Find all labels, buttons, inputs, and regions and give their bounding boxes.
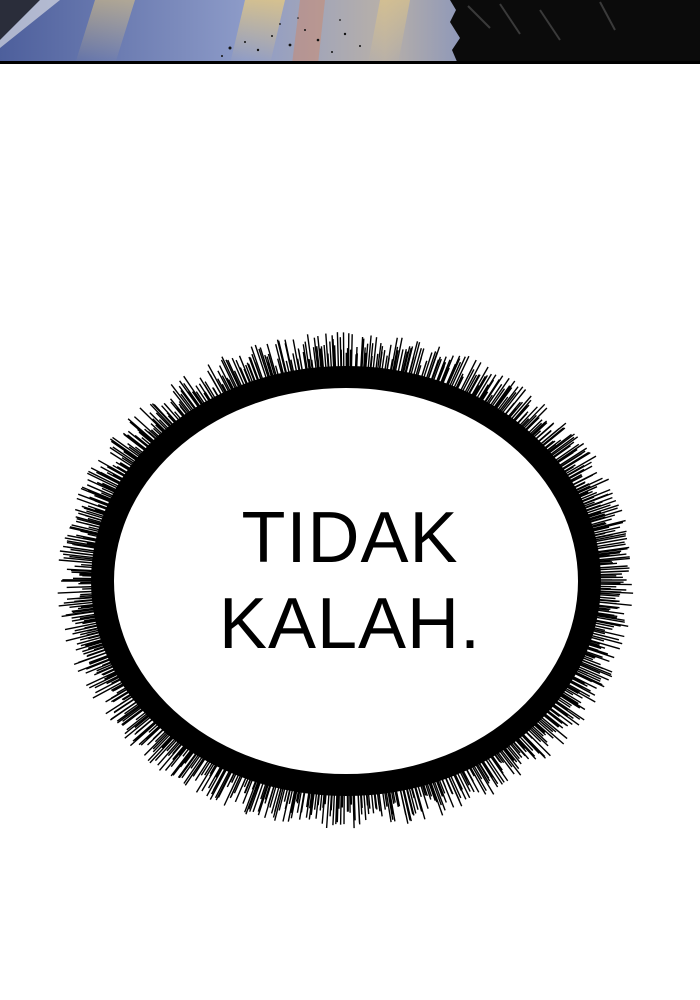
panel-border — [0, 61, 700, 64]
top-panel-art — [0, 0, 700, 64]
bubble-text — [150, 495, 550, 667]
bubble-line-1: TIDAK — [241, 498, 459, 578]
bubble-line-2: KALAH. — [218, 584, 482, 664]
night-scene-illustration — [0, 0, 700, 64]
dark-figure-silhouette — [450, 0, 700, 64]
